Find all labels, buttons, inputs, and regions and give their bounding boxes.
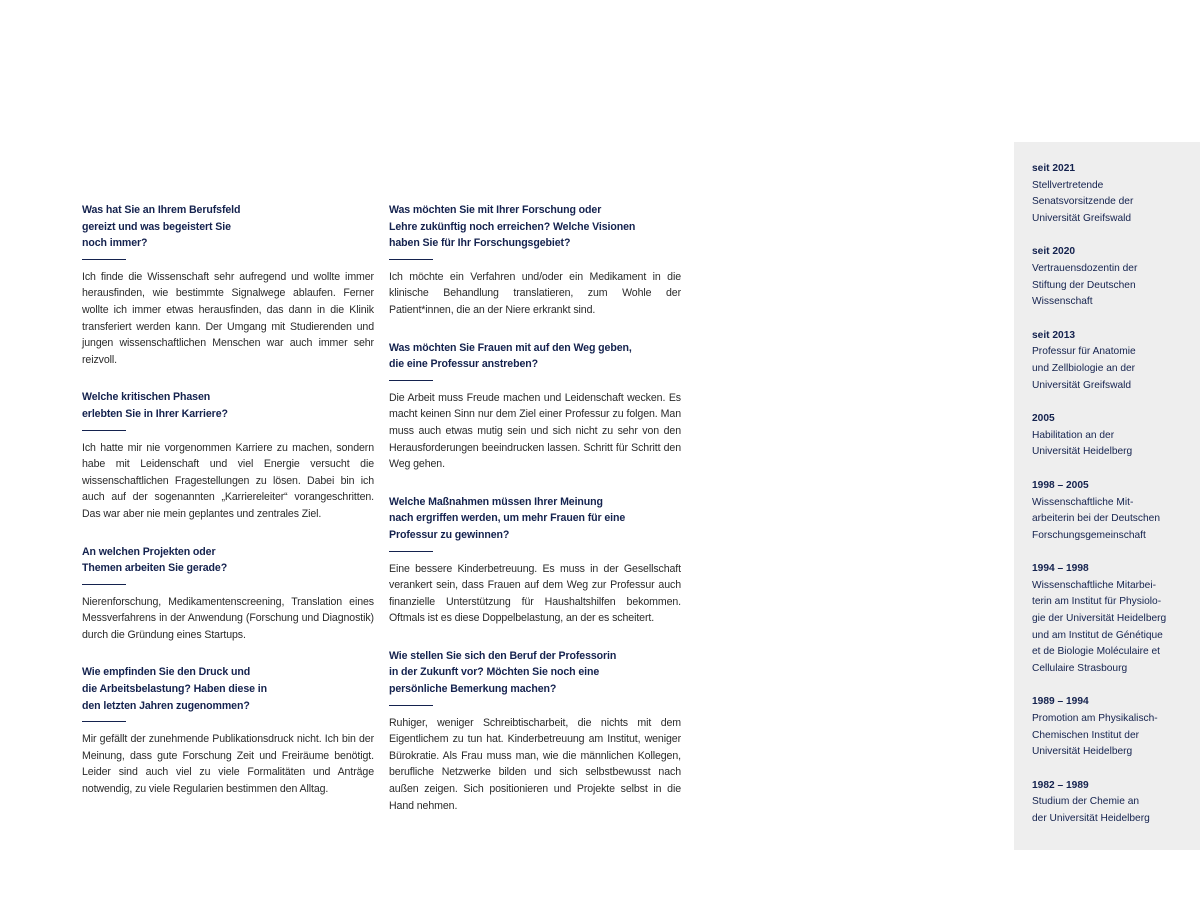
interview-question: Was möchten Sie Frauen mit auf den Weg geben, die eine Professur anstreben?: [389, 341, 632, 371]
interview-question: Welche Maßnahmen müssen Ihrer Meinung nach ergriffen werden, um mehr Frauen für eine Professur zu gewinnen?: [389, 495, 626, 541]
cv-description: Studium der Chemie an der Universität Heidelberg: [1032, 796, 1150, 824]
question-divider: [82, 259, 126, 260]
qa-block: [82, 389, 374, 522]
interview-answer: Ich finde die Wissenschaft sehr aufregend und wollte immer herausfinden, wie bestimmte Signalwege ablaufen. Ferner wollte ich immer etwas herausfinden, das dann in die Klinik transferiert werden kann. Der Umgang mit Studierenden und jungen wissenschaftlichen Menschen war auch immer sehr reizvoll.: [82, 270, 374, 366]
cv-year: 2005: [1032, 413, 1055, 425]
cv-entry: [1032, 778, 1192, 828]
cv-description: Wissenschaftliche Mit- arbeiterin bei der Deutschen Forschungsgemeinschaft: [1032, 496, 1160, 541]
qa-block: [389, 494, 681, 627]
cv-year: 1982 – 1989: [1032, 779, 1089, 791]
interview-question: Wie empfinden Sie den Druck und die Arbeitsbelastung? Haben diese in den letzten Jahren zugenommen?: [82, 666, 267, 712]
qa-block: [389, 340, 681, 473]
interview-question: Wie stellen Sie sich den Beruf der Professorin in der Zukunft vor? Möchten Sie noch eine persönliche Bemerkung machen?: [389, 649, 617, 696]
qa-block: [82, 202, 374, 368]
interview-question: Was hat Sie an Ihrem Berufsfeld gereizt und was begeistert Sie noch immer?: [82, 204, 241, 250]
cv-entry: [1032, 561, 1192, 677]
cv-description: Habilitation an der Universität Heidelberg: [1032, 429, 1133, 458]
question-divider: [82, 721, 126, 722]
cv-description: Wissenschaftliche Mitarbei- terin am Institut für Physiolo- gie der Universität Heidelberg und am Institut de Génétique et de Biologie Moléculaire et Cellulaire Strasbourg: [1032, 579, 1167, 674]
interview-question: An welchen Projekten oder Themen arbeiten Sie gerade?: [82, 545, 228, 575]
cv-year: seit 2020: [1032, 246, 1076, 258]
cv-sidebar: [1014, 142, 1200, 850]
cv-year: seit 2021: [1032, 163, 1076, 174]
cv-year: 1989 – 1994: [1032, 696, 1089, 708]
question-divider: [389, 380, 433, 381]
interview-question: Was möchten Sie mit Ihrer Forschung oder Lehre zukünftig noch erreichen? Welche Visionen haben Sie für Ihr Forschungsgebiet?: [389, 204, 636, 250]
cv-year: seit 2013: [1032, 329, 1076, 341]
cv-year: 1998 – 2005: [1032, 479, 1089, 491]
interview-answer: Eine bessere Kinderbetreuung. Es muss in der Gesellschaft verankert sein, dass Frauen auf dem Weg zur Professur auch finanzielle Unterstützung für Haushaltshilfen bekommen. Oftmals ist es diese Doppelbelastung, an der es scheitert.: [389, 562, 681, 625]
qa-block: [82, 664, 374, 797]
question-divider: [389, 705, 433, 706]
question-divider: [82, 430, 126, 431]
cv-description: Promotion am Physikalisch- Chemischen Institut der Universität Heidelberg: [1032, 713, 1158, 758]
cv-entry: [1032, 694, 1192, 760]
interview-column-right: [389, 202, 681, 835]
qa-block: [389, 648, 681, 814]
interview-answer: Nierenforschung, Medikamentenscreening, Translation eines Messverfahrens in der Anwendung (Forschung und Diagnostik) durch die Gründung eines Startups.: [82, 595, 374, 641]
interview-column-left: [82, 202, 374, 819]
qa-block: [389, 202, 681, 319]
cv-description: Stellvertretende Senatsvorsitzende der Universität Greifswald: [1032, 179, 1134, 224]
interview-question: Welche kritischen Phasen erlebten Sie in Ihrer Karriere?: [82, 391, 228, 420]
cv-description: Vertrauensdozentin der Stiftung der Deutschen Wissenschaft: [1032, 262, 1138, 308]
cv-timeline: [1032, 161, 1192, 845]
qa-block: [82, 544, 374, 644]
cv-entry: [1032, 244, 1192, 310]
question-divider: [82, 584, 126, 585]
cv-entry: [1032, 411, 1192, 461]
question-divider: [389, 259, 433, 260]
interview-answer: Ich möchte ein Verfahren und/oder ein Medikament in die klinische Behandlung translatieren, zum Wohle der Patient*innen, die an der Niere erkrankt sind.: [389, 270, 681, 316]
interview-answer: Ruhiger, weniger Schreibtischarbeit, die nichts mit dem Eigentlichem zu tun hat. Kinderbetreuung am Institut, weniger Bürokratie. Als Frau muss man, wie die männlichen Kollegen, berufliche Netzwerke bilden und sich selbstbewusst nach außen zeigen. Sich positionieren und Projekte selbst in die Hand nehmen.: [389, 716, 681, 812]
cv-description: Professur für Anatomie und Zellbiologie an der Universität Greifswald: [1032, 346, 1136, 391]
question-divider: [389, 551, 433, 552]
cv-year: 1994 – 1998: [1032, 563, 1089, 575]
cv-entry: [1032, 478, 1192, 544]
cv-entry: [1032, 161, 1192, 227]
interview-answer: Mir gefällt der zunehmende Publikationsdruck nicht. Ich bin der Meinung, dass gute Forschung Zeit und Freiräume benötigt. Leider sind auch viel zu viele Formalitäten und Anträge notwendig, zu viele Regularien bestimmen den Alltag.: [82, 733, 374, 796]
interview-answer: Ich hatte mir nie vorgenommen Karriere zu machen, sondern habe mit Leidenschaft und viel Energie versucht die wissenschaftlichen Fragestellungen zu lösen. Dabei bin ich auch auf der sogenannten „Karriereleiter“ vorangeschritten. Das war aber nie mein geplantes und zentrales Ziel.: [82, 441, 374, 520]
cv-entry: [1032, 328, 1192, 394]
interview-answer: Die Arbeit muss Freude machen und Leidenschaft wecken. Es macht keinen Sinn nur dem Ziel einer Professur zu folgen. Man muss auch etwas mutig sein und sich nicht zu sehr von den Herausforderungen beeindrucken lassen. Schritt für Schritt den Weg gehen.: [389, 391, 681, 471]
